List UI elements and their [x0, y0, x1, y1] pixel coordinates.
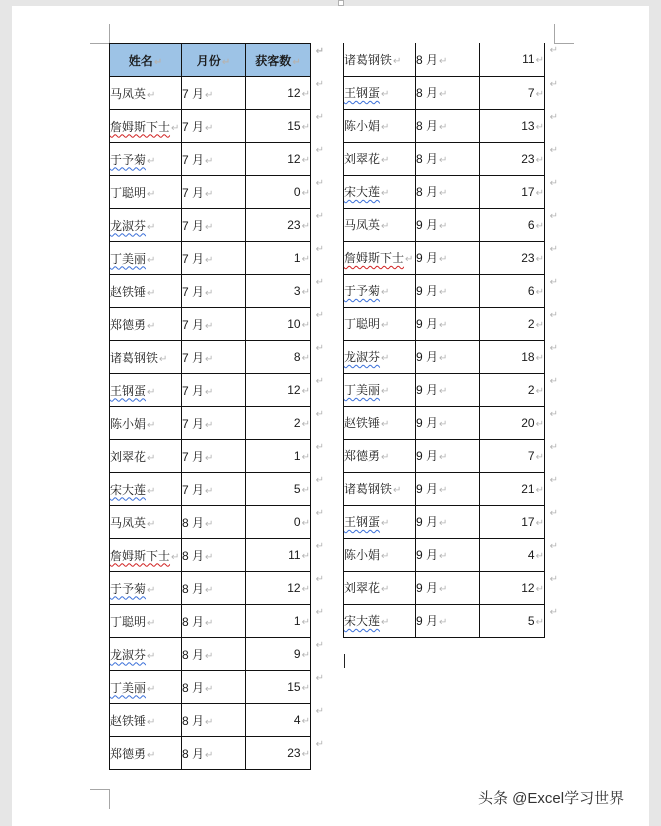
table-row	[110, 539, 311, 572]
table-row	[110, 242, 311, 275]
cell-count[interactable]: 0↵ ↵	[246, 176, 311, 209]
customer-table-left[interactable]	[109, 43, 324, 770]
table-row	[110, 209, 311, 242]
cell-month[interactable]: 9 月↵	[416, 406, 480, 439]
cell-month[interactable]: 9 月↵	[416, 373, 480, 406]
cell-month[interactable]: 8 月↵	[182, 704, 246, 737]
cell-name[interactable]: 丁美丽↵	[110, 671, 182, 704]
cell-name[interactable]: 丁美丽↵	[110, 242, 182, 275]
cell-count[interactable]: 20↵ ↵	[480, 406, 545, 439]
cell-name[interactable]: 陈小娟↵	[110, 407, 182, 440]
table-row	[344, 373, 545, 406]
cell-count[interactable]: 15↵ ↵	[246, 110, 311, 143]
cell-count[interactable]: 15↵ ↵	[246, 671, 311, 704]
cell-month[interactable]: 9 月↵	[416, 604, 480, 637]
cell-count[interactable]: 6↵ ↵	[480, 274, 545, 307]
table-row	[110, 77, 311, 110]
cell-name[interactable]: 詹姆斯下士↵	[110, 110, 182, 143]
table-row	[110, 671, 311, 704]
cell-month[interactable]: 9 月↵	[416, 439, 480, 472]
cell-name[interactable]: 赵铁锤↵	[110, 704, 182, 737]
cell-name[interactable]: 诸葛钢铁↵	[110, 341, 182, 374]
table-row	[110, 704, 311, 737]
cell-count[interactable]: 8↵ ↵	[246, 341, 311, 374]
table-row	[344, 274, 545, 307]
cell-name[interactable]: 于予菊↵	[344, 274, 416, 307]
cell-month[interactable]: 8 月↵	[182, 572, 246, 605]
cell-month[interactable]: 7 月↵	[182, 110, 246, 143]
cell-count[interactable]: 7↵ ↵	[480, 439, 545, 472]
cell-name[interactable]: 诸葛钢铁↵	[344, 472, 416, 505]
margin-corner-bottom-left	[90, 789, 110, 809]
table-row	[344, 340, 545, 373]
cell-count[interactable]: 23↵ ↵	[246, 737, 311, 770]
table-row	[110, 143, 311, 176]
cell-name[interactable]: 宋大莲↵	[344, 604, 416, 637]
cell-month[interactable]: 8 月↵	[416, 142, 480, 175]
cell-count[interactable]: 23↵ ↵	[480, 142, 545, 175]
cell-name[interactable]: 詹姆斯下士↵	[110, 539, 182, 572]
table-row	[344, 505, 545, 538]
customer-table-right[interactable]	[343, 43, 558, 638]
cell-name[interactable]: 丁聪明↵	[110, 176, 182, 209]
cell-name[interactable]: 丁聪明↵	[344, 307, 416, 340]
cell-month[interactable]: 7 月↵	[182, 374, 246, 407]
cell-name[interactable]: 马凤英↵	[110, 506, 182, 539]
cell-month[interactable]: 7 月↵	[182, 407, 246, 440]
cell-month[interactable]: 9 月↵	[416, 274, 480, 307]
table-header-row	[110, 44, 311, 77]
cell-name[interactable]: 刘翠花↵	[344, 142, 416, 175]
table-row	[344, 406, 545, 439]
cell-name[interactable]: 于予菊↵	[110, 572, 182, 605]
table-row	[110, 572, 311, 605]
table-row	[110, 737, 311, 770]
cell-month[interactable]: 8 月↵	[416, 175, 480, 208]
table-row	[344, 109, 545, 142]
cell-month[interactable]: 7 月↵	[182, 440, 246, 473]
cell-month[interactable]: 7 月↵	[182, 242, 246, 275]
cell-count[interactable]: 5↵ ↵	[480, 604, 545, 637]
cell-month[interactable]: 9 月↵	[416, 571, 480, 604]
cell-count[interactable]: 11↵ ↵	[480, 43, 545, 76]
table-row	[344, 208, 545, 241]
cell-count[interactable]: 17↵ ↵	[480, 175, 545, 208]
cell-month[interactable]: 9 月↵	[416, 538, 480, 571]
cell-name[interactable]: 陈小娟↵	[344, 538, 416, 571]
cell-count[interactable]: 12↵ ↵	[480, 571, 545, 604]
table-row	[110, 605, 311, 638]
header-name[interactable]: 姓名↵	[110, 44, 182, 77]
table-row	[110, 440, 311, 473]
cell-count[interactable]: 12↵ ↵	[246, 572, 311, 605]
table-row	[110, 275, 311, 308]
cell-name[interactable]: 王钢蛋↵	[344, 505, 416, 538]
table-row	[344, 472, 545, 505]
header-count[interactable]: 获客数↵ ↵	[246, 44, 311, 77]
table-row	[344, 43, 545, 76]
table-row	[110, 473, 311, 506]
cell-name[interactable]: 龙淑芬↵	[110, 209, 182, 242]
cell-count[interactable]: 1↵ ↵	[246, 605, 311, 638]
cell-count[interactable]: 5↵ ↵	[246, 473, 311, 506]
table-row	[344, 538, 545, 571]
cell-month[interactable]: 8 月↵	[182, 539, 246, 572]
table-row	[344, 439, 545, 472]
cell-name[interactable]: 陈小娟↵	[344, 109, 416, 142]
cell-name[interactable]: 丁美丽↵	[344, 373, 416, 406]
cell-month[interactable]: 7 月↵	[182, 209, 246, 242]
margin-corner-top-right	[554, 24, 574, 44]
cell-name[interactable]: 龙淑芬↵	[110, 638, 182, 671]
cell-name[interactable]: 马凤英↵	[344, 208, 416, 241]
cell-name[interactable]: 诸葛钢铁↵	[344, 43, 416, 76]
table-row	[110, 638, 311, 671]
cell-name[interactable]: 马凤英↵	[110, 77, 182, 110]
cell-count[interactable]: 12↵ ↵	[246, 77, 311, 110]
table-row	[344, 142, 545, 175]
table-row	[110, 341, 311, 374]
margin-corner-top-left	[90, 24, 110, 44]
cell-count[interactable]: 11↵ ↵	[246, 539, 311, 572]
cell-count[interactable]: 23↵ ↵	[480, 241, 545, 274]
cell-month[interactable]: 7 月↵	[182, 341, 246, 374]
cell-count[interactable]: 7↵ ↵	[480, 76, 545, 109]
cell-month[interactable]: 7 月↵	[182, 308, 246, 341]
table-row	[344, 175, 545, 208]
cell-name[interactable]: 郑德勇↵	[110, 308, 182, 341]
cell-month[interactable]: 8 月↵	[182, 671, 246, 704]
cell-month[interactable]: 8 月↵	[182, 506, 246, 539]
cell-count[interactable]: 0↵ ↵	[246, 506, 311, 539]
cell-month[interactable]: 9 月↵	[416, 208, 480, 241]
table-row	[344, 307, 545, 340]
table-row	[344, 76, 545, 109]
cell-name[interactable]: 郑德勇↵	[110, 737, 182, 770]
cell-name[interactable]: 王钢蛋↵	[344, 76, 416, 109]
cell-count[interactable]: 12↵ ↵	[246, 374, 311, 407]
cell-name[interactable]: 刘翠花↵	[344, 571, 416, 604]
cell-month[interactable]: 7 月↵	[182, 143, 246, 176]
cell-count[interactable]: 17↵ ↵	[480, 505, 545, 538]
cell-count[interactable]: 2↵ ↵	[480, 307, 545, 340]
cell-month[interactable]: 7 月↵	[182, 473, 246, 506]
cell-month[interactable]: 7 月↵	[182, 77, 246, 110]
page-marker	[338, 0, 344, 6]
cell-count[interactable]: 21↵ ↵	[480, 472, 545, 505]
cell-month[interactable]: 8 月↵	[416, 109, 480, 142]
vertical-scrollbar[interactable]	[649, 0, 661, 819]
cell-count[interactable]: 4↵ ↵	[480, 538, 545, 571]
cell-count[interactable]: 12↵ ↵	[246, 143, 311, 176]
cell-name[interactable]: 赵铁锤↵	[344, 406, 416, 439]
cell-month[interactable]: 9 月↵	[416, 340, 480, 373]
cell-name[interactable]: 丁聪明↵	[110, 605, 182, 638]
cell-name[interactable]: 赵铁锤↵	[110, 275, 182, 308]
cell-name[interactable]: 刘翠花↵	[110, 440, 182, 473]
cell-month[interactable]: 8 月↵	[416, 76, 480, 109]
table-row	[110, 176, 311, 209]
cell-month[interactable]: 9 月↵	[416, 505, 480, 538]
cell-month[interactable]: 8 月↵	[182, 638, 246, 671]
cell-month[interactable]: 7 月↵	[182, 275, 246, 308]
table-row	[110, 308, 311, 341]
table-row	[110, 407, 311, 440]
cell-month[interactable]: 8 月↵	[416, 43, 480, 76]
table-row	[344, 241, 545, 274]
cell-name[interactable]: 郑德勇↵	[344, 439, 416, 472]
cell-name[interactable]: 宋大莲↵	[110, 473, 182, 506]
text-cursor	[344, 654, 345, 668]
cell-name[interactable]: 詹姆斯下士↵	[344, 241, 416, 274]
watermark: 头条 @Excel学习世界	[478, 790, 625, 807]
cell-count[interactable]: 1↵ ↵	[246, 242, 311, 275]
cell-count[interactable]: 23↵ ↵	[246, 209, 311, 242]
table-row	[110, 506, 311, 539]
cell-count[interactable]: 9↵ ↵	[246, 638, 311, 671]
cell-name[interactable]: 于予菊↵	[110, 143, 182, 176]
cell-count[interactable]: 13↵ ↵	[480, 109, 545, 142]
cell-count[interactable]: 2↵ ↵	[246, 407, 311, 440]
cell-month[interactable]: 8 月↵	[182, 605, 246, 638]
table-row	[110, 374, 311, 407]
table-row	[344, 571, 545, 604]
cell-month[interactable]: 7 月↵	[182, 176, 246, 209]
cell-count[interactable]: 1↵ ↵	[246, 440, 311, 473]
cell-month[interactable]: 8 月↵	[182, 737, 246, 770]
cell-count[interactable]: 3↵ ↵	[246, 275, 311, 308]
cell-name[interactable]: 王钢蛋↵	[110, 374, 182, 407]
cell-month[interactable]: 9 月↵	[416, 307, 480, 340]
cell-name[interactable]: 宋大莲↵	[344, 175, 416, 208]
cell-count[interactable]: 4↵ ↵	[246, 704, 311, 737]
cell-count[interactable]: 6↵ ↵	[480, 208, 545, 241]
cell-count[interactable]: 2↵ ↵	[480, 373, 545, 406]
table-row	[110, 110, 311, 143]
cell-count[interactable]: 10↵ ↵	[246, 308, 311, 341]
cell-month[interactable]: 9 月↵	[416, 241, 480, 274]
cell-name[interactable]: 龙淑芬↵	[344, 340, 416, 373]
cell-month[interactable]: 9 月↵	[416, 472, 480, 505]
header-month[interactable]: 月份↵	[182, 44, 246, 77]
cell-count[interactable]: 18↵ ↵	[480, 340, 545, 373]
table-row	[344, 604, 545, 637]
